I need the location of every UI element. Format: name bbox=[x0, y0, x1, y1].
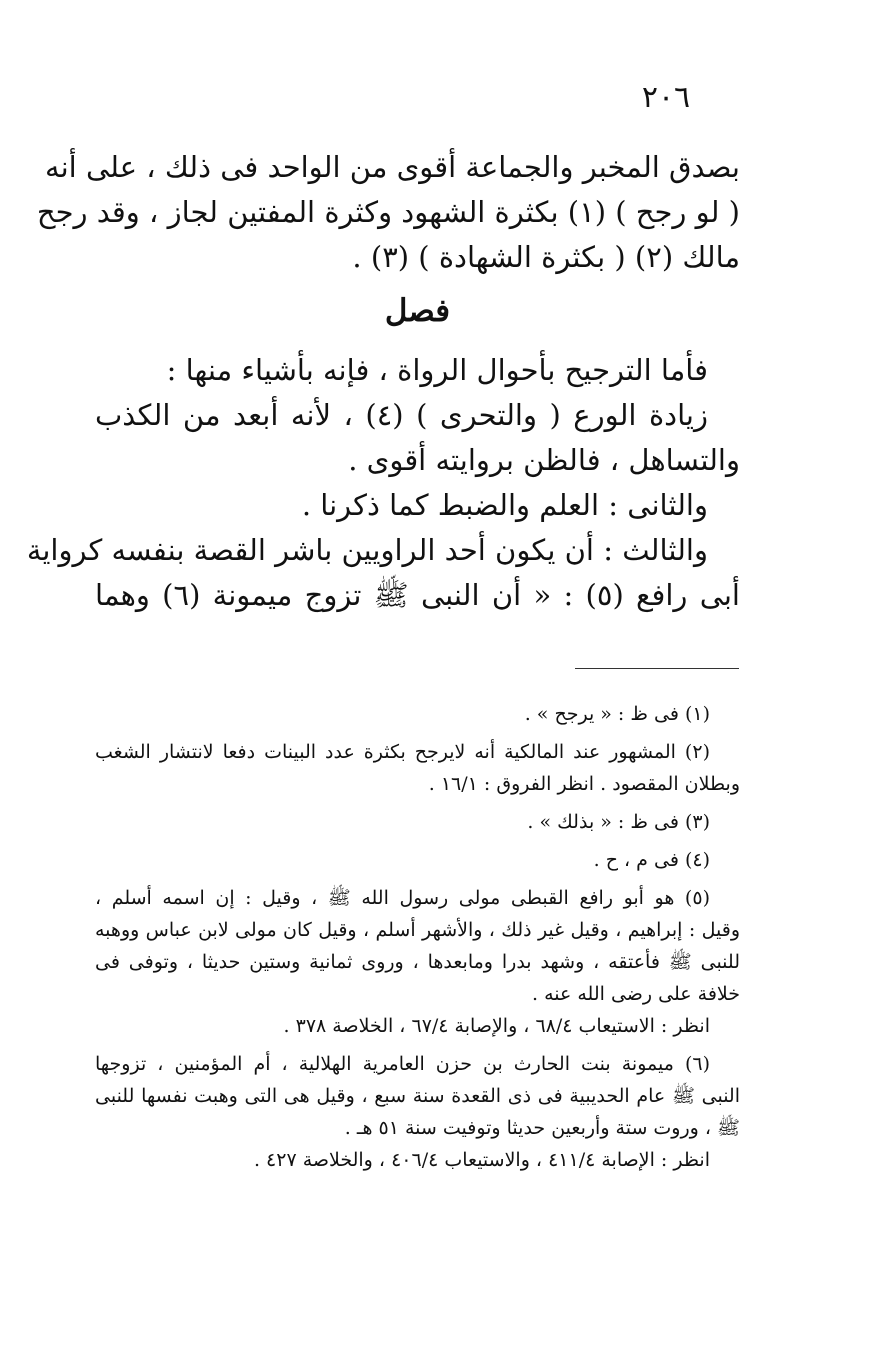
footnote-2: (٢) المشهور عند المالكية أنه لايرجح بكثرة عدد البينات دفعا لانتشار الشغب bbox=[95, 741, 710, 763]
text-line: فأما الترجيح بأحوال الرواة ، فإنه بأشياء منها : bbox=[166, 353, 708, 387]
footnote-2-cont: وبطلان المقصود . انظر الفروق : ١٦/١ . bbox=[428, 773, 740, 795]
footnote-5-cont: للنبى ﷺ فأعتقه ، وشهد بدرا ومابعدها ، وروى ثمانية وستين حديثا ، وتوفى فى bbox=[95, 951, 740, 973]
footnote-separator bbox=[575, 668, 739, 669]
footnote-6-reference: انظر : الإصابة ٤١١/٤ ، والاستيعاب ٤٠٦/٤ ، والخلاصة ٤٢٧ . bbox=[253, 1149, 710, 1171]
text-line: بصدق المخبر والجماعة أقوى من الواحد فى ذلك ، على أنه bbox=[45, 150, 740, 184]
text-line: والثانى : العلم والضبط كما ذكرنا . bbox=[301, 488, 708, 522]
text-line: زيادة الورع ( والتحرى ) (٤) ، لأنه أبعد من الكذب bbox=[95, 398, 708, 432]
footnote-5-reference: انظر : الاستيعاب ٦٨/٤ ، والإصابة ٦٧/٤ ، الخلاصة ٣٧٨ . bbox=[283, 1015, 710, 1037]
footnote-5: (٥) هو أبو رافع القبطى مولى رسول الله ﷺ ، وقيل : إن اسمه أسلم ، bbox=[95, 887, 710, 909]
page-number: ٢٠٦ bbox=[641, 80, 691, 115]
footnote-6-cont: النبى ﷺ عام الحديبية فى ذى القعدة سنة سبع ، وقيل هى التى وهبت نفسها للنبى bbox=[95, 1085, 740, 1107]
text-line: والثالث : أن يكون أحد الراويين باشر القصة بنفسه كرواية bbox=[26, 533, 708, 567]
footnote-5-cont: وقيل : إبراهيم ، وقيل غير ذلك ، والأشهر أسلم ، وقيل كان مولى لابن عباس ووهبه bbox=[95, 919, 740, 941]
footnote-3: (٣) فى ظ : « بذلك » . bbox=[527, 811, 710, 833]
text-line: مالك (٢) ( بكثرة الشهادة ) (٣) . bbox=[352, 240, 740, 274]
paragraph-1 bbox=[36, 145, 740, 280]
footnotes bbox=[95, 698, 740, 1176]
footnote-6: (٦) ميمونة بنت الحارث بن حزن العامرية الهلالية ، أم المؤمنين ، تزوجها bbox=[95, 1053, 710, 1075]
section-heading: فصل bbox=[384, 293, 451, 329]
text-line: والتساهل ، فالظن بروايته أقوى . bbox=[348, 443, 740, 477]
text-line: ( لو رجح ) (١) بكثرة الشهود وكثرة المفتين لجاز ، وقد رجح bbox=[36, 195, 740, 229]
footnote-1: (١) فى ظ : « يرجح » . bbox=[524, 703, 710, 725]
footnote-6-cont: ﷺ ، وروت ستة وأربعين حديثا وتوفيت سنة ٥١ هـ . bbox=[344, 1117, 740, 1139]
footnote-5-cont: خلافة على رضى الله عنه . bbox=[532, 983, 740, 1005]
paragraph-2 bbox=[26, 348, 740, 618]
text-line: أبى رافع (٥) : « أن النبى ﷺ تزوج ميمونة (٦) وهما bbox=[95, 578, 740, 612]
footnote-4: (٤) فى م ، ح . bbox=[593, 849, 710, 871]
